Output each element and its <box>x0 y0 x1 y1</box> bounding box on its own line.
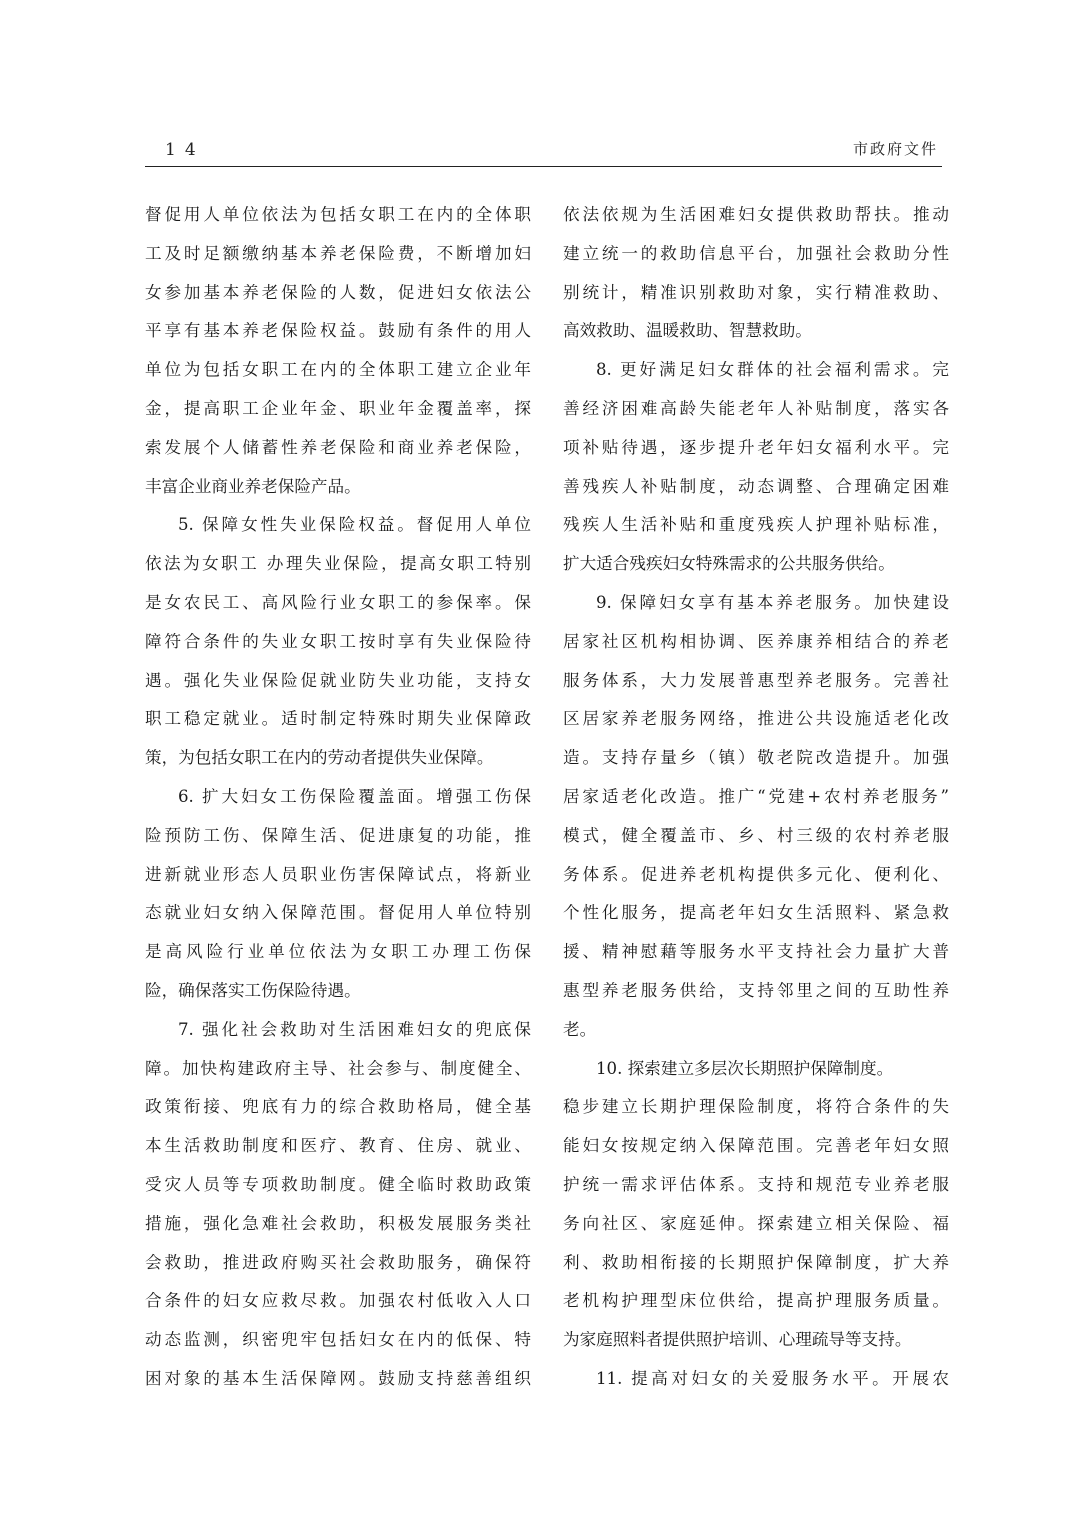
right-text-column <box>563 196 949 1399</box>
text-line: 8. 更好满足妇女群体的社会福利需求。完 <box>596 360 949 380</box>
text-line: 女参加基本养老保险的人数，促进妇女依法公 <box>145 282 531 302</box>
text-line: 是女农民工、高风险行业女职工的参保率。保 <box>145 592 531 612</box>
text-line: 7. 强化社会救助对生活困难妇女的兜底保 <box>178 1019 531 1039</box>
text-line: 障符合条件的失业女职工按时享有失业保险待 <box>145 631 531 651</box>
text-line: 进新就业形态人员职业伤害保障试点，将新业 <box>145 864 531 884</box>
text-line: 利、救助相衔接的长期照护保障制度，扩大养 <box>563 1252 949 1272</box>
text-line: 能妇女按规定纳入保障范围。完善老年妇女照 <box>563 1136 949 1156</box>
page-header <box>145 138 942 167</box>
text-line: 老。 <box>563 1019 597 1039</box>
text-line: 动态监测，织密兜牢包括妇女在内的低保、特 <box>145 1330 531 1350</box>
text-line: 为家庭照料者提供照护培训、心理疏导等支持。 <box>563 1330 912 1350</box>
text-line: 受灾人员等专项救助制度。健全临时救助政策 <box>145 1174 531 1194</box>
text-line: 单位为包括女职工在内的全体职工建立企业年 <box>145 360 531 380</box>
text-line: 策，为包括女职工在内的劳动者提供失业保障。 <box>145 748 494 768</box>
text-line: 依法依规为生活困难妇女提供救助帮扶。推动 <box>563 205 949 224</box>
text-line: 11. 提高对妇女的关爱服务水平。开展农 <box>596 1368 949 1388</box>
page-number: 14 <box>165 140 205 160</box>
text-line: 平享有基本养老保险权益。鼓励有条件的用人 <box>145 321 531 341</box>
text-line: 职工稳定就业。适时制定特殊时期失业保障政 <box>145 709 531 729</box>
text-line: 态就业妇女纳入保障范围。督促用人单位特别 <box>145 903 531 923</box>
text-line: 模式，健全覆盖市、乡、村三级的农村养老服 <box>563 825 949 845</box>
text-line: 9. 保障妇女享有基本养老服务。加快建设 <box>596 592 949 612</box>
text-line: 依法为女职工 办理失业保险，提高女职工特别 <box>145 554 531 574</box>
left-text-column <box>145 196 531 1399</box>
text-line: 工及时足额缴纳基本养老保险费，不断增加妇 <box>145 243 531 263</box>
text-line: 6. 扩大妇女工伤保险覆盖面。增强工伤保 <box>178 786 531 806</box>
text-line: 险，确保落实工伤保险待遇。 <box>145 980 361 1000</box>
text-line: 援、精神慰藉等服务水平支持社会力量扩大普 <box>563 942 949 962</box>
text-line: 扩大适合残疾妇女特殊需求的公共服务供给。 <box>563 554 895 574</box>
text-line: 惠型养老服务供给，支持邻里之间的互助性养 <box>563 980 949 1000</box>
text-line: 护统一需求评估体系。支持和规范专业养老服 <box>563 1174 949 1194</box>
text-line: 稳步建立长期护理保险制度，将符合条件的失 <box>563 1097 949 1117</box>
text-line: 措施，强化急难社会救助，积极发展服务类社 <box>145 1213 531 1233</box>
text-line: 个性化服务，提高老年妇女生活照料、紧急救 <box>563 903 949 923</box>
document-title: 市政府文件 <box>852 140 938 158</box>
text-line: 遇。强化失业保险促就业防失业功能，支持女 <box>145 670 531 690</box>
text-line: 高效救助、温暖救助、智慧救助。 <box>563 321 812 341</box>
text-line: 障。加快构建政府主导、社会参与、制度健全、 <box>145 1058 531 1078</box>
text-line: 善残疾人补贴制度，动态调整、合理确定困难 <box>563 476 949 496</box>
text-line: 老机构护理型床位供给，提高护理服务质量。 <box>563 1291 949 1311</box>
text-line: 居家适老化改造。推广“党建+农村养老服务” <box>563 786 949 806</box>
text-line: 造。支持存量乡（镇）敬老院改造提升。加强 <box>563 748 949 768</box>
text-line: 索发展个人储蓄性养老保险和商业养老保险， <box>145 437 531 457</box>
text-line: 丰富企业商业养老保险产品。 <box>145 476 361 496</box>
text-line: 险预防工伤、保障生活、促进康复的功能，推 <box>145 825 531 845</box>
text-line: 区居家养老服务网络，推进公共设施适老化改 <box>563 709 949 729</box>
text-line: 督促用人单位依法为包括女职工在内的全体职 <box>145 205 531 224</box>
text-line: 服务体系，大力发展普惠型养老服务。完善社 <box>563 670 949 690</box>
text-line: 建立统一的救助信息平台，加强社会救助分性 <box>563 243 949 263</box>
text-line: 别统计，精准识别救助对象，实行精准救助、 <box>563 282 949 302</box>
text-line: 务体系。促进养老机构提供多元化、便利化、 <box>563 864 949 884</box>
text-line: 金，提高职工企业年金、职业年金覆盖率，探 <box>145 398 531 418</box>
text-line: 残疾人生活补贴和重度残疾人护理补贴标准， <box>563 515 949 535</box>
text-line: 政策衔接、兜底有力的综合救助格局，健全基 <box>145 1097 531 1117</box>
text-line: 5. 保障女性失业保险权益。督促用人单位 <box>178 515 531 535</box>
text-line: 居家社区机构相协调、医养康养相结合的养老 <box>563 631 949 651</box>
text-line: 合条件的妇女应救尽救。加强农村低收入人口 <box>145 1291 531 1311</box>
text-line: 会救助，推进政府购买社会救助服务，确保符 <box>145 1252 531 1272</box>
text-line: 困对象的基本生活保障网。鼓励支持慈善组织 <box>145 1368 531 1388</box>
text-line: 是高风险行业单位依法为女职工办理工伤保 <box>145 942 531 962</box>
text-line: 10. 探索建立多层次长期照护保障制度。 <box>596 1058 894 1078</box>
text-line: 善经济困难高龄失能老年人补贴制度，落实各 <box>563 398 949 418</box>
text-line: 本生活救助制度和医疗、教育、住房、就业、 <box>145 1136 531 1156</box>
text-line: 项补贴待遇，逐步提升老年妇女福利水平。完 <box>563 437 949 457</box>
text-line: 务向社区、家庭延伸。探索建立相关保险、福 <box>563 1213 949 1233</box>
